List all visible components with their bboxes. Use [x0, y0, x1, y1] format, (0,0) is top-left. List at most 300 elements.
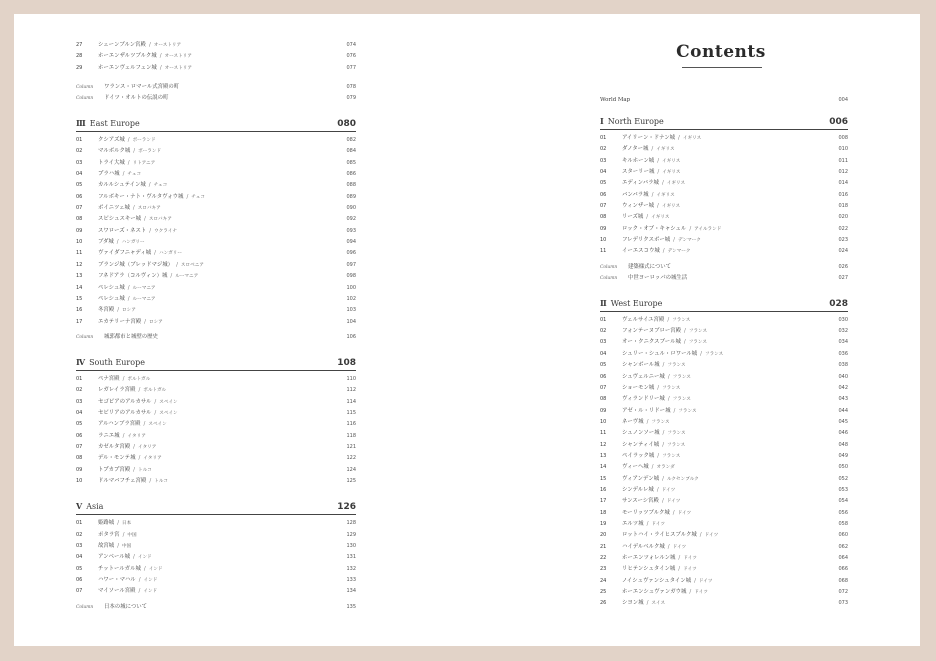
toc-entry[interactable] — [600, 315, 848, 326]
entry-page: 082 — [346, 137, 356, 144]
entry-title: ポタラ宮 — [98, 531, 120, 538]
entry-title-group — [622, 598, 818, 609]
entry-number: 04 — [76, 409, 83, 416]
entry-title: イーエスコウ城 — [622, 248, 660, 255]
entry-title-group — [622, 394, 818, 405]
entry-separator: / — [154, 409, 157, 416]
entry-number: 14 — [76, 284, 83, 291]
entry-page: 130 — [346, 543, 356, 549]
entry-page: 128 — [346, 520, 356, 527]
entry-title: アルハンブラ宮殿 — [98, 421, 141, 428]
entry-title-group — [98, 431, 326, 442]
entry-title: ホーエンツォレルン城 — [622, 555, 676, 561]
entry-country: スロバキア — [148, 217, 172, 223]
entry-separator: / — [673, 237, 675, 244]
world-map-title: World Map — [600, 97, 631, 103]
column-page: 079 — [346, 95, 356, 102]
toc-entry[interactable] — [76, 180, 356, 191]
entry-title: シュリー・シュル・ロワール城 — [622, 350, 698, 357]
column-entry[interactable] — [76, 332, 356, 343]
entry-number: 01 — [76, 375, 83, 382]
entry-number: 22 — [600, 555, 607, 561]
entry-number: 03 — [76, 159, 83, 166]
toc-entry[interactable] — [76, 40, 356, 51]
entry-page: 074 — [346, 42, 356, 48]
toc-entry[interactable] — [600, 564, 848, 575]
entry-separator: / — [148, 182, 151, 189]
column-page: 026 — [838, 263, 848, 270]
entry-title-group — [622, 530, 818, 541]
entry-title-group — [622, 212, 818, 223]
entry-title: デル・モンテ城 — [98, 455, 136, 462]
entry-title-group — [622, 508, 818, 519]
entry-title: エルツ城 — [622, 520, 644, 527]
toc-entry[interactable] — [600, 508, 848, 519]
entry-title-group — [98, 419, 326, 430]
spacer — [76, 104, 356, 112]
entry-title-group — [98, 294, 326, 305]
entry-title-group — [98, 564, 326, 575]
entry-page: 014 — [838, 180, 848, 187]
entry-country: フランス — [662, 453, 681, 459]
entry-separator: / — [678, 555, 681, 561]
entry-number: 08 — [76, 455, 83, 462]
toc-entry[interactable] — [76, 135, 356, 146]
entry-number: 16 — [76, 307, 83, 314]
entry-title-group — [98, 158, 326, 169]
entry-title: シンデルレ城 — [622, 486, 654, 493]
toc-entry[interactable] — [76, 169, 356, 180]
entry-title: チットールガル城 — [98, 565, 141, 572]
entry-country: スイス — [651, 601, 666, 607]
toc-entry[interactable] — [600, 326, 848, 337]
toc-entry[interactable] — [76, 317, 356, 328]
section-page: 006 — [829, 117, 848, 127]
entry-title: キルホーン城 — [622, 157, 655, 164]
entry-page: 094 — [346, 239, 356, 246]
toc-entry[interactable] — [600, 337, 848, 348]
entry-country: ハンガリー — [158, 251, 182, 257]
entry-title: リーズ城 — [622, 214, 644, 221]
entry-separator: / — [138, 577, 141, 584]
entry-title: ヴァイダフニャディ城 — [98, 250, 152, 257]
toc-entry[interactable] — [76, 552, 356, 563]
column-title: 城郭都市と城壁の歴史 — [104, 333, 158, 340]
column-tag: Column — [76, 85, 94, 91]
spacer — [76, 343, 356, 351]
column-tag: Column — [600, 275, 618, 281]
toc-entry[interactable] — [600, 156, 848, 167]
entry-title: エカテリーナ宮殿 — [98, 318, 142, 325]
entry-separator: / — [657, 169, 660, 176]
entry-page: 023 — [838, 237, 848, 244]
entry-page: 121 — [346, 443, 356, 450]
toc-entry[interactable] — [76, 530, 356, 541]
entry-country: スペイン — [148, 422, 167, 428]
entry-title-group — [622, 201, 818, 212]
entry-title: サンスーシ宮殿 — [622, 498, 659, 505]
toc-entry[interactable] — [76, 431, 356, 442]
toc-entry[interactable] — [600, 598, 848, 609]
entry-title-group — [98, 453, 326, 464]
toc-entry[interactable] — [600, 440, 848, 451]
entry-number: 17 — [600, 498, 607, 505]
entry-title-group — [98, 63, 326, 74]
entry-title-group — [98, 530, 326, 541]
toc-entry[interactable] — [76, 51, 356, 62]
entry-title: アンベール城 — [98, 554, 131, 561]
toc-entry[interactable] — [600, 383, 848, 394]
entry-page: 062 — [838, 543, 848, 550]
column-entry[interactable] — [600, 273, 848, 284]
entry-title-group — [98, 203, 326, 214]
entry-number: 19 — [600, 520, 607, 527]
section-heading[interactable] — [76, 357, 356, 371]
entry-country: リトアニア — [132, 160, 156, 166]
entry-title: 姫路城 — [98, 520, 115, 527]
entry-page: 046 — [838, 430, 848, 437]
entry-title-group — [98, 192, 326, 203]
entry-separator: / — [117, 520, 120, 527]
entry-title: ヴィアンデン城 — [622, 475, 660, 482]
column-page: 135 — [346, 603, 356, 610]
entry-country: イタリア — [127, 433, 146, 439]
entry-title-group — [98, 51, 326, 62]
entry-country: オーストリア — [153, 43, 182, 48]
section-page: 108 — [337, 357, 356, 368]
entry-title-group — [98, 305, 326, 316]
toc-entry[interactable] — [76, 586, 356, 597]
toc-entry[interactable] — [76, 465, 356, 476]
toc-entry[interactable] — [600, 394, 848, 405]
toc-entry[interactable] — [76, 385, 356, 396]
entry-country: オーストリア — [164, 54, 192, 60]
entry-separator: / — [667, 373, 670, 380]
entry-title-group — [98, 586, 326, 597]
entry-title-group — [98, 552, 326, 563]
toc-entry[interactable] — [76, 192, 356, 203]
toc-entry[interactable] — [600, 235, 848, 246]
entry-separator: / — [700, 350, 702, 357]
toc-entry[interactable] — [76, 214, 356, 225]
entry-country: フランス — [667, 442, 686, 448]
entry-number: 01 — [600, 316, 607, 323]
entry-page: 048 — [838, 441, 848, 448]
section-heading[interactable] — [76, 501, 356, 515]
entry-title-group — [98, 476, 326, 487]
entry-country: イギリス — [666, 181, 686, 187]
entry-title: フルボキー・ナト・ヴルタヴォウ城 — [98, 193, 184, 200]
toc-entry[interactable] — [76, 541, 356, 552]
entry-title: カルルシュテイン城 — [98, 182, 146, 189]
toc-entry[interactable] — [76, 237, 356, 248]
entry-country: スロベニア — [180, 262, 204, 268]
toc-entry[interactable] — [600, 190, 848, 201]
entry-number: 23 — [600, 566, 607, 573]
entry-page: 020 — [838, 214, 848, 221]
entry-country: 日本 — [122, 521, 132, 527]
column-entry[interactable] — [76, 82, 356, 93]
entry-title-group — [622, 519, 818, 530]
entry-title-group — [98, 283, 326, 294]
toc-entry[interactable] — [76, 419, 356, 430]
toc-entry[interactable] — [76, 305, 356, 316]
toc-entry[interactable] — [76, 442, 356, 453]
toc-entry[interactable] — [600, 451, 848, 462]
entry-title: シヨン城 — [622, 600, 644, 607]
toc-entry[interactable] — [76, 63, 356, 74]
toc-entry[interactable] — [600, 462, 848, 473]
entry-page: 073 — [838, 600, 848, 607]
entry-separator: / — [133, 443, 135, 450]
section-page: 028 — [829, 298, 848, 309]
entry-separator: / — [127, 295, 130, 302]
entry-number: 08 — [600, 214, 607, 221]
entry-country: フランス — [667, 431, 686, 437]
entry-title-group — [622, 462, 818, 473]
toc-entry[interactable] — [600, 178, 848, 189]
entry-title-group — [98, 226, 326, 237]
toc-entry[interactable] — [76, 283, 356, 294]
toc-entry[interactable] — [600, 224, 848, 235]
entry-title-group — [98, 135, 326, 146]
toc-entry[interactable] — [76, 374, 356, 385]
entry-separator: / — [144, 318, 146, 325]
toc-entry[interactable] — [76, 575, 356, 586]
entry-country: ルーマニア — [175, 274, 199, 280]
entry-title: ヴェルサイユ宮殿 — [622, 316, 665, 323]
entry-number: 17 — [76, 318, 83, 325]
toc-entry[interactable] — [600, 519, 848, 530]
toc-entry[interactable] — [600, 144, 848, 155]
entry-title-group — [622, 474, 818, 485]
section-name: West Europe — [610, 298, 663, 308]
column-entry[interactable] — [76, 602, 356, 613]
toc-entry[interactable] — [600, 349, 848, 360]
entry-country: フランス — [651, 419, 670, 425]
entry-title-group — [622, 235, 818, 246]
entry-separator: / — [657, 384, 660, 391]
toc-entry[interactable] — [600, 212, 848, 223]
entry-number: 03 — [76, 543, 83, 549]
toc-entry[interactable] — [600, 201, 848, 212]
entry-separator: / — [656, 486, 659, 493]
entry-title-group — [98, 575, 326, 586]
toc-entry[interactable] — [76, 397, 356, 408]
toc-entry[interactable] — [600, 485, 848, 496]
entry-country: チェコ — [153, 183, 168, 189]
entry-page: 076 — [346, 53, 356, 60]
entry-separator: / — [143, 565, 146, 572]
column-tag: Column — [600, 264, 618, 270]
toc-entry[interactable] — [600, 587, 848, 598]
entry-page: 093 — [346, 227, 356, 234]
entry-number: 12 — [600, 441, 607, 448]
section-name: East Europe — [89, 119, 140, 129]
entry-number: 11 — [600, 248, 607, 255]
toc-entry[interactable] — [600, 246, 848, 257]
toc-entry[interactable] — [76, 146, 356, 157]
entry-page: 010 — [838, 146, 848, 153]
entry-title: ホーエンヴェルフェン城 — [98, 64, 157, 71]
spacer — [600, 610, 848, 618]
toc-entry[interactable] — [600, 428, 848, 439]
entry-page: 129 — [346, 531, 356, 538]
entry-page: 112 — [346, 387, 356, 394]
entry-title: 冬宮殿 — [98, 307, 115, 314]
entry-number: 25 — [600, 589, 607, 596]
entry-title-group — [622, 428, 818, 439]
entry-country: ドイツ — [661, 487, 676, 493]
toc-entry[interactable] — [600, 133, 848, 144]
toc-entry[interactable] — [600, 474, 848, 485]
toc-entry[interactable] — [600, 360, 848, 371]
entry-title: 故宮城 — [98, 543, 115, 549]
entry-page: 132 — [346, 565, 356, 572]
toc-entry[interactable] — [76, 260, 356, 271]
entry-country: ルクセンブルク — [666, 476, 699, 482]
entry-number: 09 — [600, 407, 607, 414]
entry-page: 085 — [346, 159, 356, 166]
entry-title-group — [98, 271, 326, 282]
toc-entry[interactable] — [76, 294, 356, 305]
toc-entry[interactable] — [600, 167, 848, 178]
right-page — [470, 14, 920, 646]
entry-country: イギリス — [682, 136, 702, 141]
entry-separator: / — [667, 316, 670, 323]
entry-page: 012 — [838, 169, 848, 176]
toc-entry[interactable] — [76, 158, 356, 169]
entry-country: ドイツ — [666, 499, 681, 505]
section-name: North Europe — [607, 117, 664, 126]
entry-country: フランス — [667, 363, 686, 369]
entry-separator: / — [646, 418, 649, 425]
entry-separator: / — [673, 407, 676, 414]
entry-number: 05 — [76, 182, 83, 189]
toc-entry[interactable] — [76, 271, 356, 282]
entry-country: オランダ — [656, 465, 675, 471]
entry-separator: / — [646, 520, 649, 527]
entry-separator: / — [657, 203, 659, 210]
entry-title-group — [98, 465, 326, 476]
toc-entry[interactable] — [76, 518, 356, 529]
entry-title-group — [622, 485, 818, 496]
entry-page: 040 — [838, 373, 848, 380]
entry-page: 092 — [346, 216, 356, 223]
entry-separator: / — [699, 532, 702, 539]
column-entry[interactable] — [600, 262, 848, 273]
entry-country: ロシア — [122, 308, 136, 314]
entry-separator: / — [148, 42, 151, 48]
entry-title: ハワー・マハル — [98, 577, 136, 584]
toc-entry[interactable] — [600, 406, 848, 417]
entry-page: 032 — [838, 328, 848, 335]
entry-title: ペナ宮殿 — [98, 375, 120, 382]
toc-entry[interactable] — [600, 542, 848, 553]
entry-page: 024 — [838, 248, 848, 255]
entry-country: イギリス — [656, 192, 675, 198]
entry-separator: / — [646, 600, 649, 607]
entry-number: 15 — [76, 295, 83, 302]
entry-title-group — [622, 417, 818, 428]
entry-title-group — [622, 190, 818, 201]
entry-separator: / — [127, 137, 130, 144]
section-heading[interactable] — [600, 298, 848, 312]
entry-separator: / — [646, 214, 649, 221]
toc-entry[interactable] — [600, 553, 848, 564]
entry-separator: / — [122, 375, 125, 382]
toc-entry[interactable] — [600, 496, 848, 507]
entry-page: 066 — [838, 566, 848, 573]
entry-title: ドルマバフチェ宮殿 — [98, 477, 147, 484]
entry-page: 103 — [346, 307, 356, 314]
entry-page: 064 — [838, 555, 848, 561]
toc-entry[interactable] — [76, 453, 356, 464]
entry-page: 115 — [346, 409, 356, 416]
toc-entry[interactable] — [600, 372, 848, 383]
toc-entry[interactable] — [76, 476, 356, 487]
toc-entry[interactable] — [76, 408, 356, 419]
entry-number: 03 — [600, 157, 607, 164]
section-heading[interactable] — [600, 116, 848, 130]
entry-page: 050 — [838, 464, 848, 471]
entry-number: 02 — [600, 328, 607, 335]
entry-title: リヒテンシュタイン城 — [622, 566, 676, 573]
toc-entry[interactable] — [600, 576, 848, 587]
entry-separator: / — [684, 328, 686, 335]
section-page: 126 — [337, 502, 356, 513]
entry-page: 114 — [346, 398, 356, 405]
toc-entry[interactable] — [76, 248, 356, 259]
entry-title: スピシュスキー城 — [98, 216, 142, 223]
toc-entry[interactable] — [76, 203, 356, 214]
entry-separator: / — [133, 466, 135, 473]
world-map-entry[interactable] — [600, 95, 848, 105]
entry-separator: / — [133, 554, 135, 561]
entry-country: ハンガリー — [121, 240, 145, 246]
entry-separator: / — [170, 273, 173, 280]
entry-country: ドイツ — [698, 578, 713, 584]
toc-entry[interactable] — [76, 226, 356, 237]
entry-title-group — [98, 40, 326, 51]
entry-separator: / — [662, 430, 665, 437]
entry-separator: / — [127, 159, 130, 166]
entry-country: オーストリア — [164, 65, 192, 71]
entry-number: 28 — [76, 53, 83, 60]
toc-entry[interactable] — [600, 417, 848, 428]
section-roman: Ⅴ — [76, 501, 83, 512]
toc-entry[interactable] — [76, 564, 356, 575]
entry-title: ヴィランドリー城 — [622, 396, 665, 403]
entry-number: 07 — [76, 588, 83, 595]
entry-country: チェコ — [191, 194, 205, 200]
column-entry[interactable] — [76, 93, 356, 104]
column-title: ワランス・ロマール式宮殿の町 — [104, 84, 180, 91]
entry-title: ブダ城 — [98, 239, 114, 246]
entry-separator: / — [127, 284, 130, 291]
entry-page: 049 — [838, 452, 848, 459]
entry-separator: / — [154, 250, 156, 257]
entry-country: スロバキア — [137, 206, 161, 212]
entry-title: アイリーン・ドナン城 — [622, 135, 676, 141]
section-heading[interactable] — [76, 118, 356, 132]
entry-number: 26 — [600, 600, 607, 607]
right-toc-column — [600, 110, 848, 618]
entry-number: 27 — [76, 42, 83, 48]
entry-title-group — [622, 440, 818, 451]
toc-entry[interactable] — [600, 530, 848, 541]
entry-number: 06 — [76, 193, 83, 200]
